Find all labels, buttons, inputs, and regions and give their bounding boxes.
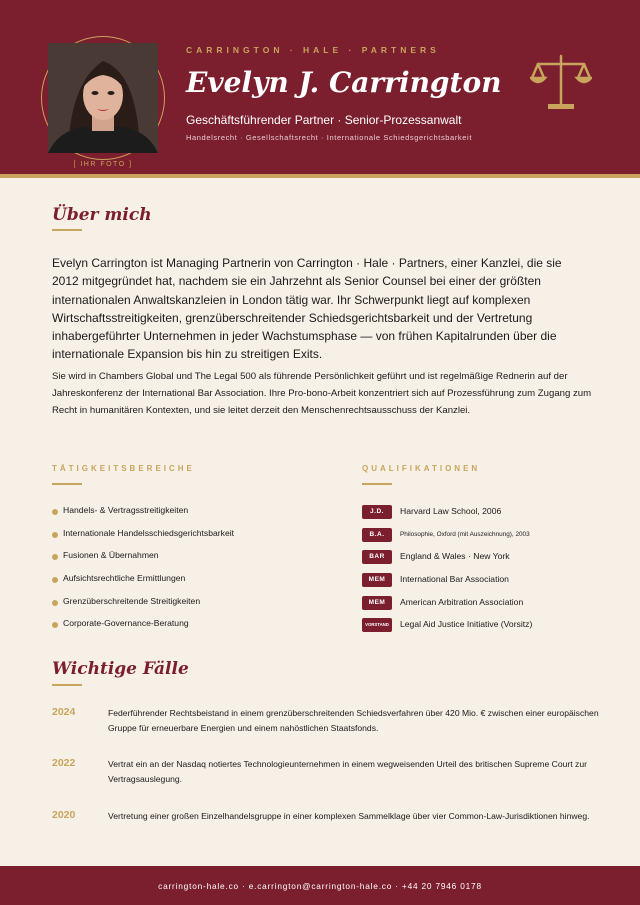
qualification-badge: BAR — [362, 550, 392, 564]
area-item: Corporate-Governance-Beratung — [52, 618, 312, 632]
case-year: 2024 — [52, 706, 76, 718]
qualification-badge: MEM — [362, 573, 392, 587]
case-description: Federführender Rechtsbeistand in einem grenzüberschreitenden Schiedsverfahren über 420 Mio. € zwischen einer europäischen Gruppe für erneuerbare Energien und einem nahöstlichen Staatsfonds. — [108, 708, 599, 733]
bullet-icon — [52, 532, 58, 538]
qualification-item: B.A. Philosophie, Oxford (mit Auszeichnung), 2003 — [362, 528, 622, 544]
bullet-icon — [52, 577, 58, 583]
qualification-badge: MEM — [362, 596, 392, 610]
qualification-badge: B.A. — [362, 528, 392, 542]
cases-title: Wichtige Fälle — [52, 659, 189, 679]
photo-caption: [ IHR FOTO ] — [73, 161, 133, 168]
about-paragraph-1: Evelyn Carrington ist Managing Partnerin von Carrington · Hale · Partners, einer Kanzlei, die sie 2012 mitgegründet hat, nachdem sie ein Jahrzehnt als Senior Counsel bei einer der größten internationalen Anwaltskanzleien in London tätig war. Ihr Schwerpunkt liegt auf komplexen Wirtschaftsstreitigkeiten, grenzüberschreitender Schiedsgerichtsbarkeit und der Vertretung inhabergeführter Unternehmen in jeder Wachstumsphase — von frühen Kapitalrunden über die internationale Expansion bis hin zu streitigen Exits. — [52, 256, 562, 362]
scales-of-justice-icon — [530, 52, 592, 112]
qualification-item: BAR England & Wales · New York — [362, 550, 622, 566]
areas-title-rule — [52, 483, 82, 485]
case-description: Vertrat ein an der Nasdaq notiertes Technologieunternehmen in einem wegweisenden Urteil des britischen Supreme Court zur Vertragsauslegung. — [108, 759, 587, 784]
header-gold-rule — [0, 174, 640, 178]
cases-title-rule — [52, 684, 82, 686]
qualification-item: MEM International Bar Association — [362, 573, 622, 589]
area-item: Handels- & Vertragsstreitigkeiten — [52, 505, 312, 519]
bullet-icon — [52, 600, 58, 606]
qualification-badge: J.D. — [362, 505, 392, 519]
case-year: 2020 — [52, 809, 76, 821]
qualification-item: J.D. Harvard Law School, 2006 — [362, 505, 622, 521]
qualifications-title: QUALIFIKATIONEN — [362, 464, 481, 473]
qualification-item: MEM American Arbitration Association — [362, 596, 622, 612]
areas-title: TÄTIGKEITSBEREICHE — [52, 464, 195, 473]
footer-contact: carrington-hale.co · e.carrington@carrington-hale.co · +44 20 7946 0178 — [158, 881, 482, 891]
about-title-rule — [52, 229, 82, 231]
bullet-icon — [52, 622, 58, 628]
bullet-icon — [52, 554, 58, 560]
qualifications-title-rule — [362, 483, 392, 485]
about-paragraph-2: Sie wird in Chambers Global und The Legal 500 als führende Persönlichkeit geführt und ist regelmäßige Rednerin auf der Jahreskonferenz der International Bar Association. Ihre Pro-bono-Arbeit konzentriert sich auf Prozessführung zum Zugang zum Recht in humanitären Kontexten, und sie leitet derzeit den Menschenrechtsausschuss der Kanzlei. — [52, 371, 592, 416]
case-year: 2022 — [52, 757, 76, 769]
area-item: Internationale Handelsschiedsgerichtsbarkeit — [52, 528, 312, 542]
qualification-item: VORSTAND Legal Aid Justice Initiative (Vorsitz) — [362, 618, 622, 634]
about-title: Über mich — [52, 205, 152, 225]
firm-name: CARRINGTON · HALE · PARTNERS — [186, 45, 440, 55]
area-item: Grenzüberschreitende Streitigkeiten — [52, 596, 312, 610]
area-item: Fusionen & Übernahmen — [52, 550, 312, 564]
profile-photo — [48, 43, 158, 153]
bullet-icon — [52, 509, 58, 515]
case-description: Vertretung einer großen Einzelhandelsgruppe in einer komplexen Sammelklage über vier Common-Law-Jurisdiktionen hinweg. — [108, 811, 590, 821]
portrait-image — [48, 43, 158, 153]
qualification-badge: VORSTAND — [362, 618, 392, 632]
person-name: Evelyn J. Carrington — [186, 66, 502, 99]
area-item: Aufsichtsrechtliche Ermittlungen — [52, 573, 312, 587]
person-roles: Geschäftsführender Partner · Senior-Prozessanwalt — [186, 113, 462, 127]
practice-areas-line: Handelsrecht · Gesellschaftsrecht · Internationale Schiedsgerichtsbarkeit — [186, 133, 473, 142]
